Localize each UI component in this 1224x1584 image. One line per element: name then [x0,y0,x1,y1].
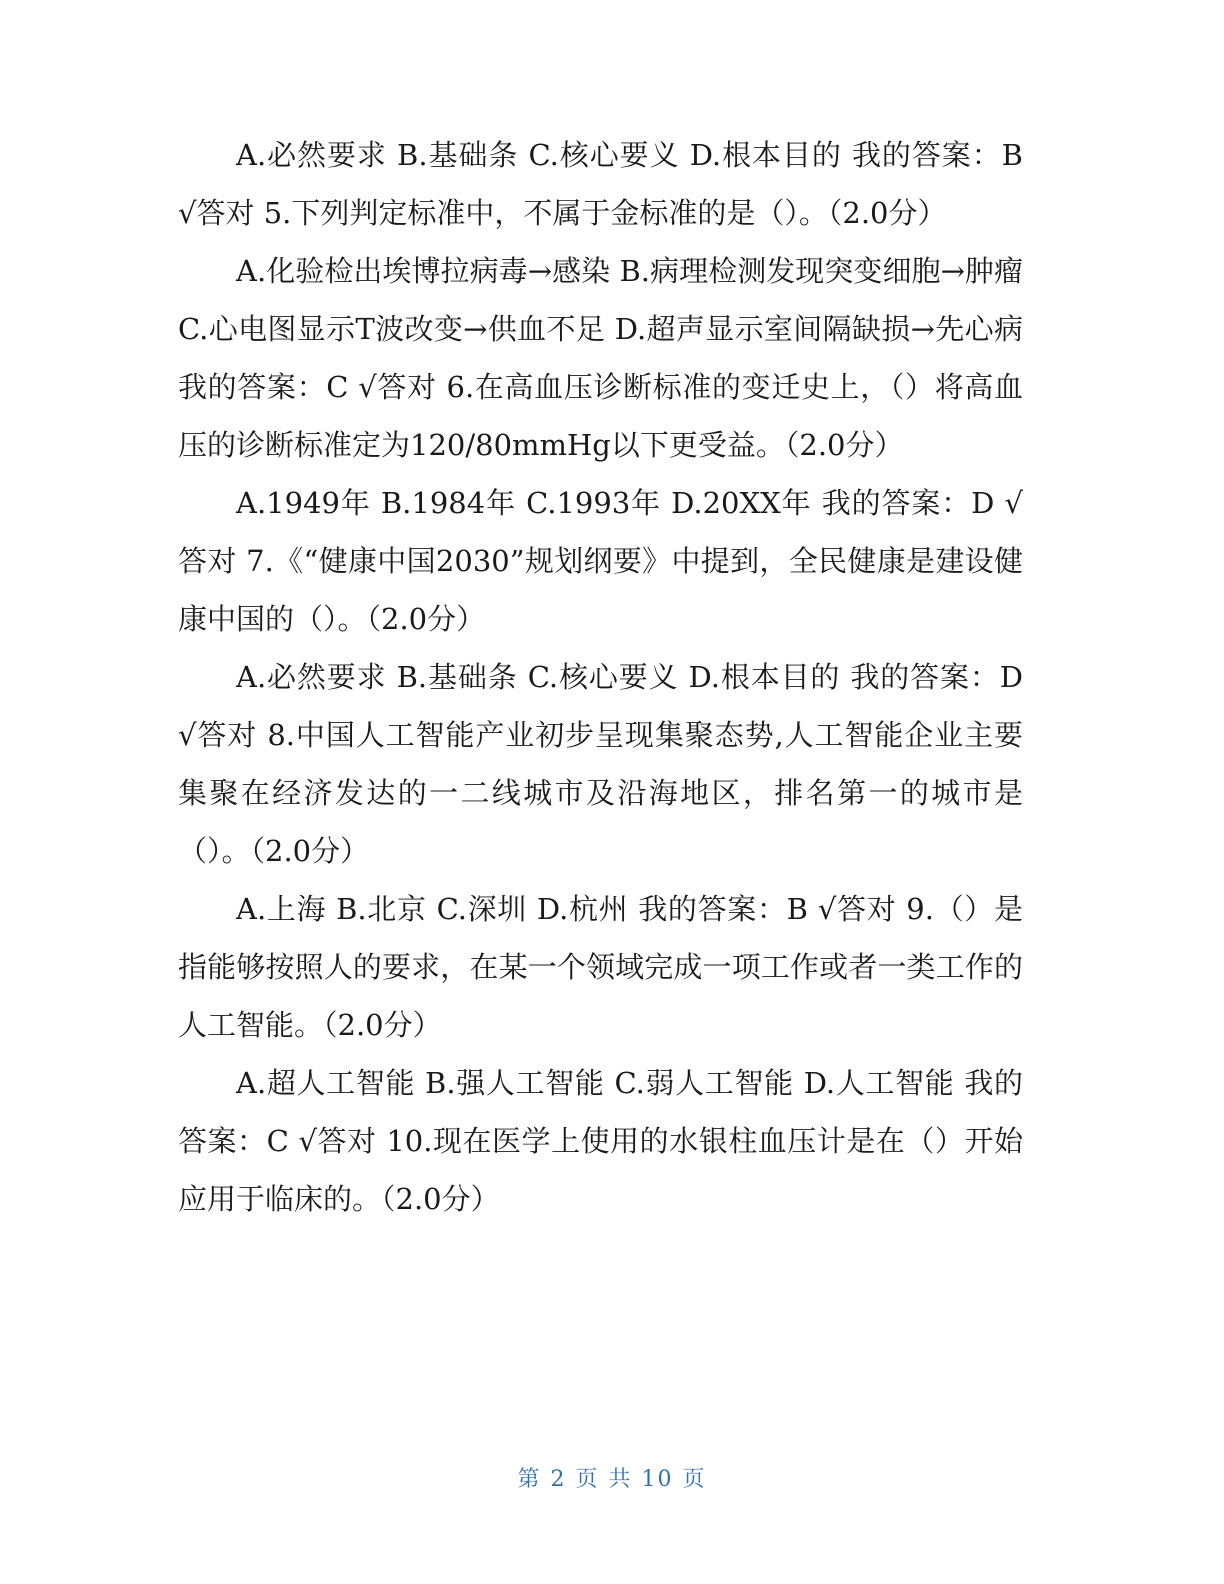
paragraph-q9: A.上海 B.北京 C.深圳 D.杭州 我的答案：B √答对 9.（）是指能够按照人的要求，在某一个领域完成一项工作或者一类工作的人工智能。（2.0分） [178,892,1023,1042]
paragraph-q10: A.超人工智能 B.强人工智能 C.弱人工智能 D.人工智能 我的答案：C √答对 10.现在医学上使用的水银柱血压计是在（）开始应用于临床的。（2.0分） [178,1066,1023,1216]
document-body [178,126,1023,1228]
paragraph-q5: A.必然要求 B.基础条 C.核心要义 D.根本目的 我的答案：B √答对 5.下列判定标准中，不属于金标准的是（）。（2.0分） [178,138,1023,230]
page-number-footer: 第 2 页 共 10 页 [517,1467,707,1492]
paragraph-q6: A.化验检出埃博拉病毒→感染 B.病理检测发现突变细胞→肿瘤 C.心电图显示T波改变→供血不足 D.超声显示室间隔缺损→先心病 我的答案：C √答对 6.在高血压诊断标准的变迁史上，（）将高血压的诊断标准定为120/80mmHg以下更受益。（2.0分） [178,254,1023,462]
paragraph-q8: A.必然要求 B.基础条 C.核心要义 D.根本目的 我的答案：D √答对 8.中国人工智能产业初步呈现集聚态势,人工智能企业主要集聚在经济发达的一二线城市及沿海地区，排名第一的城市是（）。（2.0分） [178,660,1023,868]
paragraph-q7: A.1949年 B.1984年 C.1993年 D.20XX年 我的答案：D √答对 7.《“健康中国2030”规划纲要》中提到，全民健康是建设健康中国的（）。（2.0分） [178,486,1023,636]
